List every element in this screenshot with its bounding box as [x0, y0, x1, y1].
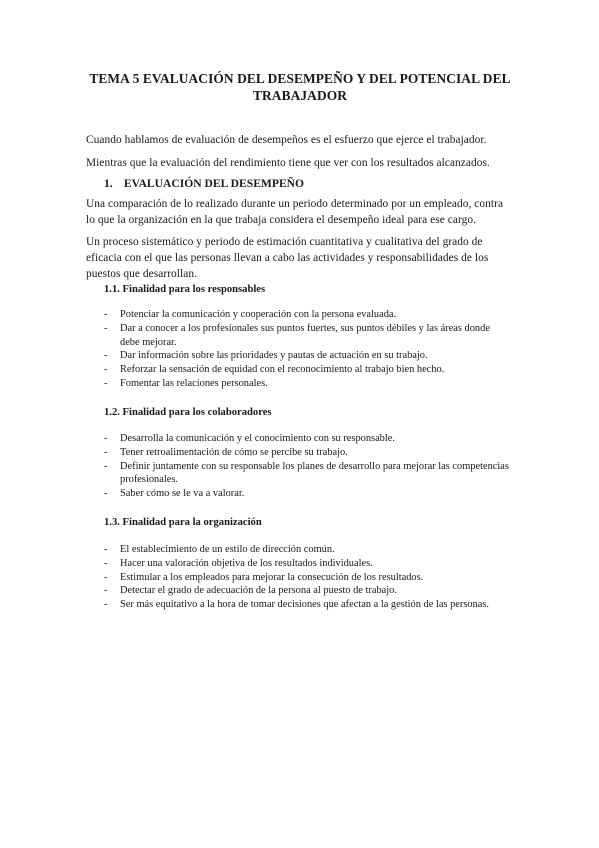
list-item-text: Dar información sobre las prioridades y pautas de actuación en su trabajo.	[120, 350, 428, 362]
list-item-text: El establecimiento de un estilo de dirección común.	[120, 544, 335, 555]
subsection-1-3-list	[104, 543, 510, 612]
subsection-1-1-heading: 1.1. Finalidad para los responsables	[104, 284, 266, 295]
bullet-dash: -	[104, 446, 108, 458]
list-item	[104, 571, 510, 585]
list-item-text: Detectar el grado de adecuación de la persona al puesto de trabajo.	[120, 585, 397, 597]
subsection-1-2-heading: 1.2. Finalidad para los colaboradores	[104, 407, 272, 418]
subsection-1-2-list	[104, 432, 510, 501]
list-item	[104, 557, 510, 571]
list-item	[104, 377, 510, 391]
list-item-text: Estimular a los empleados para mejorar la consecución de los resultados.	[120, 571, 424, 583]
list-item-text: Tener retroalimentación de cómo se percibe su trabajo.	[120, 446, 348, 458]
list-item	[104, 487, 510, 501]
bullet-dash: -	[104, 377, 108, 389]
bullet-dash: -	[104, 585, 108, 597]
list-item-text: Hacer una valoración objetiva de los resultados individuales.	[120, 557, 373, 569]
list-item	[104, 432, 510, 446]
bullet-dash: -	[104, 599, 108, 611]
intro-paragraph-2: Mientras que la evaluación del rendimiento tiene que ver con los resultados alcanzados.	[86, 157, 490, 169]
list-item	[104, 349, 510, 363]
list-item-text: Potenciar la comunicación y cooperación con la persona evaluada.	[120, 309, 397, 320]
intro-paragraph-1: Cuando hablamos de evaluación de desempeños es el esfuerzo que ejerce el trabajador.	[86, 134, 487, 146]
list-item	[104, 308, 510, 322]
list-item-text: Saber cómo se le va a valorar.	[120, 488, 245, 500]
list-item	[104, 322, 510, 350]
section-1-paragraph-2: Un proceso sistemático y periodo de estimación cuantitativa y cualitativa del grado de eficacia con el que las personas llevan a cabo las actividades y responsabilidades de los puestos que desarrollan.	[86, 236, 489, 280]
bullet-dash: -	[104, 544, 108, 555]
list-item-text: Ser más equitativo a la hora de tomar decisiones que afectan a la gestión de las personas.	[120, 599, 490, 611]
list-item	[104, 460, 510, 488]
list-item	[104, 584, 510, 598]
list-item-text: Reforzar la sensación de equidad con el reconocimiento al trabajo bien hecho.	[120, 364, 445, 376]
list-item	[104, 363, 510, 377]
document-title: TEMA 5 EVALUACIÓN DEL DESEMPEÑO Y DEL POTENCIAL DEL TRABAJADOR	[89, 71, 511, 103]
section-1-paragraph-1: Una comparación de lo realizado durante un periodo determinado por un empleado, contra lo que la organización en la que trabaja considera el desempeño ideal para ese cargo.	[86, 198, 504, 226]
list-item-text: Fomentar las relaciones personales.	[120, 377, 268, 389]
list-item	[104, 543, 510, 557]
bullet-dash: -	[104, 322, 108, 334]
list-item	[104, 598, 510, 612]
section-1-number: 1.	[104, 177, 113, 190]
section-1-heading-text: EVALUACIÓN DEL DESEMPEÑO	[123, 177, 305, 190]
bullet-dash: -	[104, 309, 108, 320]
bullet-dash: -	[104, 460, 108, 472]
list-item-text: Dar a conocer a los profesionales sus puntos fuertes, sus puntos débiles y las áreas donde debe mejorar.	[120, 322, 490, 348]
list-item	[104, 446, 510, 460]
list-item-text: Definir juntamente con su responsable los planes de desarrollo para mejorar las competencias profesionales.	[120, 460, 509, 486]
subsection-1-1-list	[104, 308, 510, 391]
bullet-dash: -	[104, 350, 108, 362]
bullet-dash: -	[104, 557, 108, 569]
section-1-heading	[104, 176, 304, 192]
subsection-1-3-heading: 1.3. Finalidad para la organización	[104, 517, 262, 528]
bullet-dash: -	[104, 571, 108, 583]
bullet-dash: -	[104, 433, 108, 444]
list-item-text: Desarrolla la comunicación y el conocimiento con su responsable.	[120, 433, 395, 444]
bullet-dash: -	[104, 364, 108, 376]
bullet-dash: -	[104, 488, 108, 500]
